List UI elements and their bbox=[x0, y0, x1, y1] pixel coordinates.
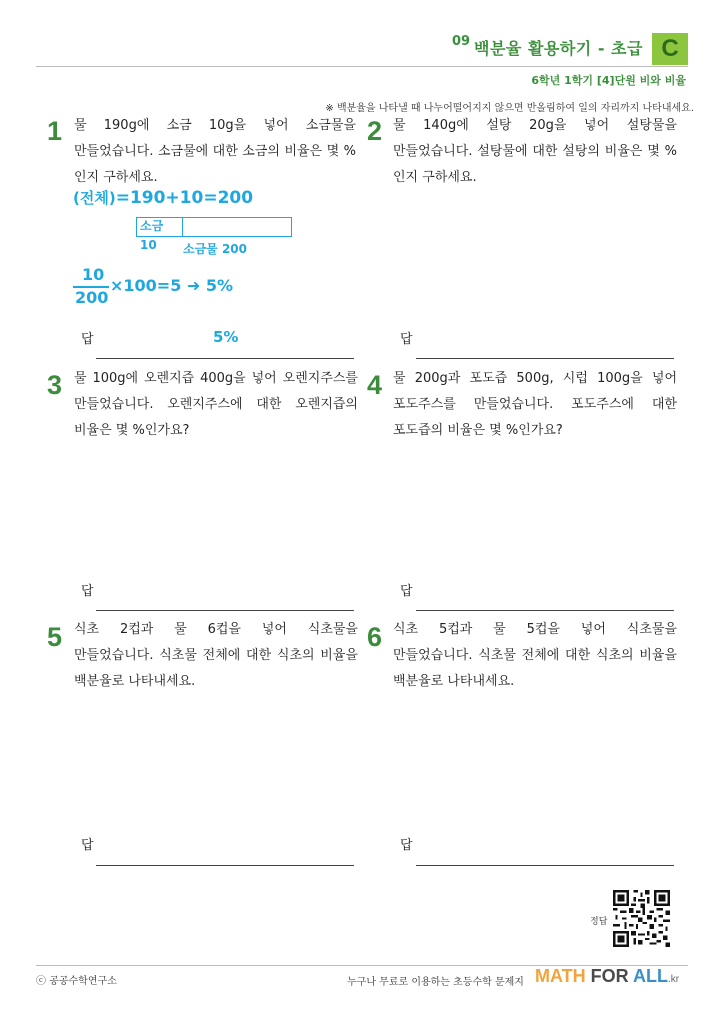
answer-line-5[interactable] bbox=[96, 865, 354, 866]
copyright-text: ⓒ 공공수학연구소 bbox=[36, 976, 117, 987]
footer-tagline: 누구나 무료로 이용하는 초등수학 문제지 bbox=[347, 977, 524, 988]
brand-all: ALL bbox=[633, 966, 669, 986]
answer-label-5: 답 bbox=[81, 838, 94, 853]
problem-number-1: 1 bbox=[47, 116, 63, 146]
problem-text-2: 물 140g에 설탕 20g을 넣어 설탕물을 만들었습니다. 설탕물에 대한 설탕의 비율은 몇 %인지 구하세요. bbox=[393, 118, 677, 185]
total-expression: =190+10=200 bbox=[115, 188, 254, 208]
problem-text-5: 식초 2컵과 물 6컵을 넣어 식초물을 만들었습니다. 식초물 전체에 대한 식초의 비율을 백분율로 나타내세요. bbox=[74, 622, 358, 689]
total-label: (전체) bbox=[73, 189, 116, 207]
worksheet-title: 백분율 활용하기 - 초급 bbox=[474, 39, 643, 58]
problem-number-3: 3 bbox=[47, 370, 63, 400]
fraction-calculation: ×100=5 ➜ 5% bbox=[110, 276, 234, 295]
answer-line-4[interactable] bbox=[416, 610, 674, 611]
problem-text-4: 물 200g과 포도즙 500g, 시럽 100g을 넣어 포도주스를 만들었습니다. 포도주스에 대한 포도즙의 비율은 몇 %인가요? bbox=[393, 371, 677, 438]
answer-label-4: 답 bbox=[400, 584, 413, 599]
answer-line-1[interactable] bbox=[96, 358, 354, 359]
answer-label-6: 답 bbox=[400, 838, 413, 853]
answer-value-1: 5% bbox=[213, 328, 239, 346]
brand-logo[interactable] bbox=[535, 966, 679, 987]
qr-answer-label: 정답 bbox=[590, 917, 608, 927]
problem-number-6: 6 bbox=[367, 622, 383, 652]
ratio-bar-whole-label: 소금물 200 bbox=[183, 242, 248, 256]
brand-kr: .kr bbox=[668, 974, 680, 985]
answer-line-2[interactable] bbox=[416, 358, 674, 359]
answer-line-3[interactable] bbox=[96, 610, 354, 611]
worksheet-number: 09 bbox=[452, 34, 471, 49]
problem-number-4: 4 bbox=[367, 370, 383, 400]
answer-line-6[interactable] bbox=[416, 865, 674, 866]
problem-text-6: 식초 5컵과 물 5컵을 넣어 식초물을 만들었습니다. 식초물 전체에 대한 식초의 비율을 백분율로 나타내세요. bbox=[393, 622, 677, 689]
fraction-denominator: 200 bbox=[75, 288, 109, 307]
answer-label-2: 답 bbox=[400, 332, 413, 347]
rounding-note: ※ 백분율을 나타낼 때 나누어떨어지지 않으면 반올림하여 일의 자리까지 나타내세요. bbox=[325, 103, 694, 114]
qr-code-icon[interactable] bbox=[613, 890, 670, 947]
answer-label-1: 답 bbox=[81, 332, 94, 347]
answer-label-3: 답 bbox=[81, 584, 94, 599]
brand-math: MATH bbox=[535, 966, 586, 986]
brand-for: FOR bbox=[590, 966, 629, 986]
header-divider bbox=[36, 66, 688, 67]
solution-total-line bbox=[73, 187, 253, 208]
ratio-bar-part: 소금 10 bbox=[136, 217, 183, 237]
problem-number-5: 5 bbox=[47, 622, 63, 652]
problem-text-3: 물 100g에 오렌지즙 400g을 넣어 오렌지주스를 만들었습니다. 오렌지주스에 대한 오렌지즙의 비율은 몇 %인가요? bbox=[74, 371, 358, 438]
level-badge: C bbox=[652, 33, 688, 65]
problem-number-2: 2 bbox=[367, 116, 383, 146]
unit-subtitle: 6학년 1학기 [4]단원 비와 비율 bbox=[531, 74, 686, 87]
problem-text-1: 물 190g에 소금 10g을 넣어 소금물을 만들었습니다. 소금물에 대한 소금의 비율은 몇 %인지 구하세요. bbox=[74, 118, 356, 185]
fraction-numerator: 10 bbox=[82, 265, 105, 284]
